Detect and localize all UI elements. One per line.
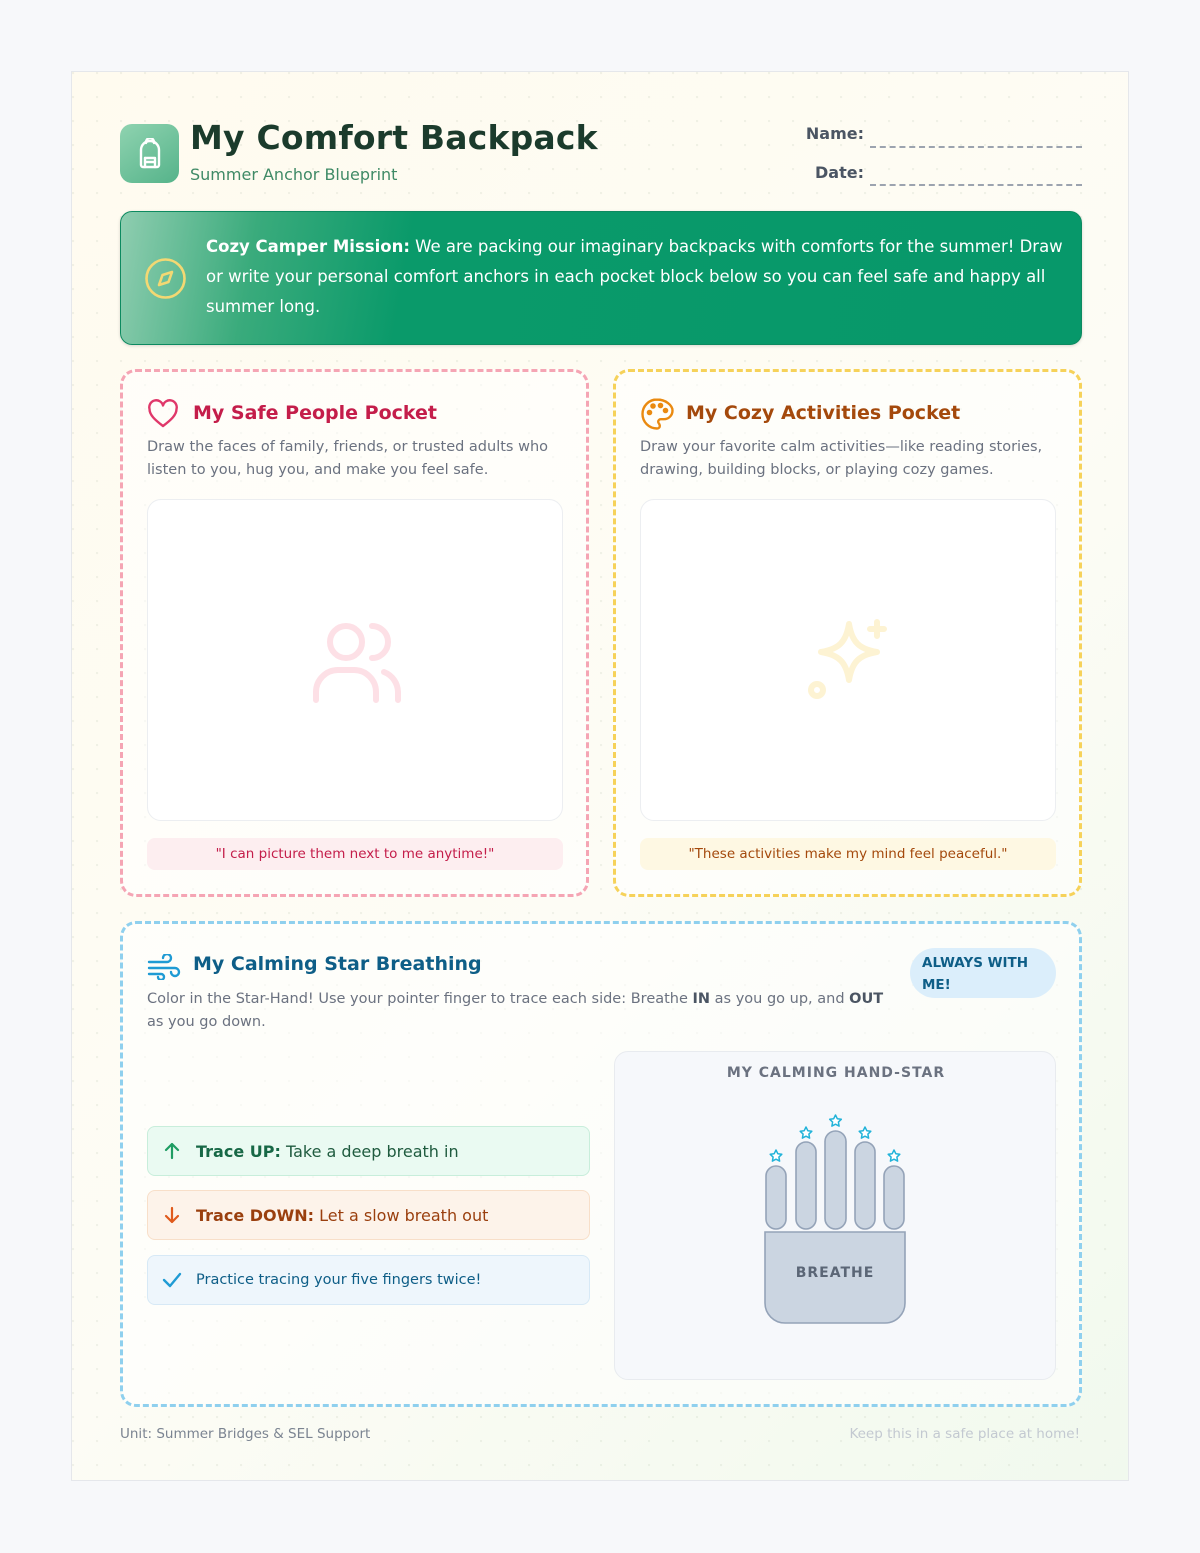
arrow-down-icon <box>148 1206 196 1224</box>
mission-banner <box>120 211 1082 345</box>
page-title: My Comfort Backpack <box>190 118 598 157</box>
trace-up-step <box>147 1126 590 1176</box>
mission-body: We are packing our imaginary backpacks with comforts for the summer! Draw or write your personal comfort anchors in each pocket block below so you can feel safe and happy all summer long. <box>206 237 1063 316</box>
backpack-icon <box>120 124 179 183</box>
practice-body: Practice tracing your five fingers twice! <box>196 1272 482 1288</box>
star-icon <box>859 1127 871 1138</box>
safe-people-drawing-area[interactable] <box>147 499 563 821</box>
cozy-activities-drawing-area[interactable] <box>640 499 1056 821</box>
cozy-activities-quote: "These activities make my mind feel peaceful." <box>640 838 1056 870</box>
trace-down-step <box>147 1190 590 1240</box>
instruction-part: as you go up, and <box>710 991 850 1007</box>
cozy-activities-pocket <box>613 369 1082 897</box>
star-icon <box>888 1150 900 1161</box>
trace-down-lead: Trace DOWN: <box>196 1205 315 1225</box>
mission-lead: Cozy Camper Mission: <box>206 237 410 256</box>
safe-people-quote: "I can picture them next to me anytime!" <box>147 838 563 870</box>
date-label: Date: <box>815 163 864 182</box>
hand-star-panel <box>614 1051 1056 1380</box>
trace-up-lead: Trace UP: <box>196 1141 281 1161</box>
breathing-instructions <box>147 988 902 1034</box>
page-subtitle: Summer Anchor Blueprint <box>190 165 398 184</box>
practice-text <box>196 1272 481 1288</box>
hand-star-title: MY CALMING HAND-STAR <box>726 1065 946 1081</box>
instruction-in: IN <box>692 991 711 1007</box>
check-icon <box>148 1272 196 1288</box>
practice-step <box>147 1255 590 1305</box>
name-field[interactable] <box>870 146 1082 148</box>
name-label: Name: <box>805 124 864 143</box>
safe-people-description: Draw the faces of family, friends, or trusted adults who listen to you, hug you, and make you feel safe. <box>147 439 549 478</box>
cozy-activities-title: My Cozy Activities Pocket <box>686 402 961 424</box>
palette-icon <box>640 397 674 435</box>
calming-breathing-section <box>120 921 1082 1407</box>
cozy-activities-description: Draw your favorite calm activities—like reading stories, drawing, building blocks, or playing cozy games. <box>640 439 1043 478</box>
worksheet-page <box>71 71 1129 1481</box>
heart-icon <box>147 399 179 433</box>
trace-down-body: Let a slow breath out <box>314 1205 489 1225</box>
safe-people-title: My Safe People Pocket <box>193 402 437 424</box>
trace-up-body: Take a deep breath in <box>280 1141 459 1161</box>
trace-up-text <box>196 1142 459 1161</box>
footer-unit: Unit: Summer Bridges & SEL Support <box>120 1426 371 1442</box>
compass-icon <box>144 257 187 300</box>
wind-icon <box>147 954 181 984</box>
instruction-part: as you go down. <box>147 1014 266 1030</box>
instruction-out: OUT <box>849 991 884 1007</box>
safe-people-pocket <box>120 369 589 897</box>
star-icon <box>830 1115 842 1126</box>
arrow-up-icon <box>148 1142 196 1160</box>
palm-label: BREATHE <box>795 1265 875 1281</box>
instruction-part: Color in the Star-Hand! Use your pointer finger to trace each side: Breathe <box>147 991 693 1007</box>
breathing-title: My Calming Star Breathing <box>193 953 482 975</box>
trace-down-text <box>196 1206 488 1225</box>
star-icon <box>770 1150 782 1161</box>
users-icon <box>312 620 402 708</box>
hand-star-illustration[interactable] <box>755 1112 915 1327</box>
mission-text <box>206 232 1071 322</box>
always-with-me-badge: ALWAYS WITH ME! <box>910 948 1056 998</box>
sparkles-icon <box>803 616 895 712</box>
footer-note: Keep this in a safe place at home! <box>849 1426 1080 1442</box>
star-icon <box>800 1127 812 1138</box>
date-field[interactable] <box>870 184 1082 186</box>
